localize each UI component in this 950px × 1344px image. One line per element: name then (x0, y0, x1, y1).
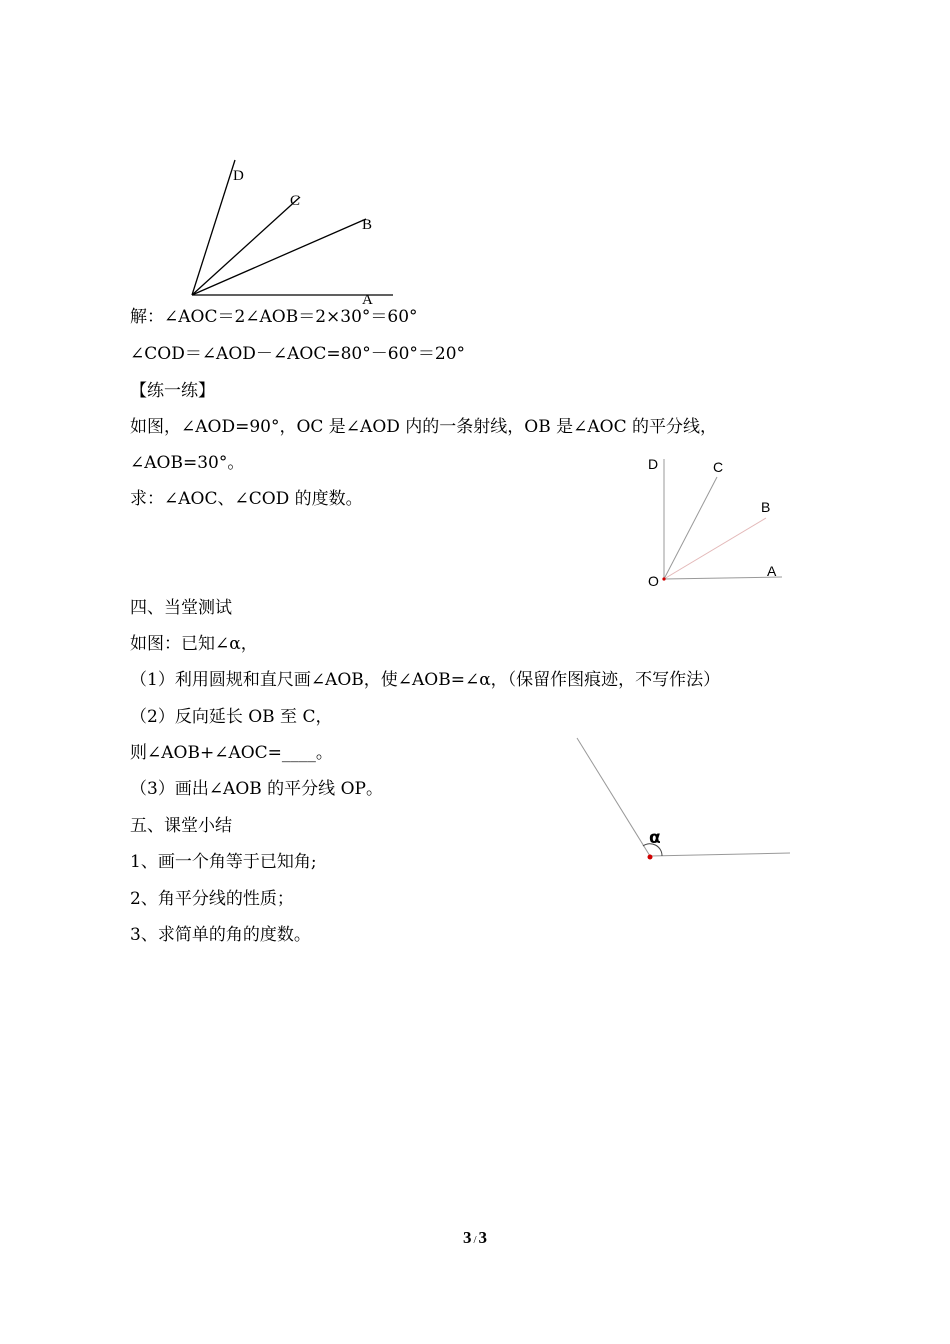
test-question-2: （2）反向延长 OB 至 C， (130, 707, 333, 727)
label-b-2: B (761, 499, 771, 515)
label-c-2: C (713, 459, 724, 475)
summary-item-3: 3、求简单的角的度数。 (130, 925, 311, 945)
label-a-2: A (767, 563, 777, 579)
figure-angle-diagram-2 (648, 456, 782, 589)
figure-angle-alpha (577, 738, 790, 860)
ray-ob (192, 219, 366, 295)
answer-blank[interactable]: ____ (281, 743, 316, 763)
label-o-2: O (648, 573, 659, 589)
summary-heading: 五、课堂小结 (130, 816, 232, 836)
solution-line-1: 解：∠AOC＝2∠AOB＝2×30°＝60° (130, 307, 418, 327)
page-separator: / (473, 1234, 477, 1246)
label-alpha: α (649, 828, 661, 848)
page-current: 3 (462, 1228, 472, 1247)
test-question-2-answer (130, 742, 333, 764)
label-b: B (362, 217, 373, 233)
label-c: C (290, 193, 301, 209)
practice-line-2: ∠AOB=30°。 (130, 453, 245, 473)
answer-prefix: 则∠AOB+∠AOC= (130, 743, 282, 763)
ray-alpha-2 (650, 853, 790, 856)
practice-heading: 【练一练】 (130, 381, 215, 401)
summary-item-1: 1、画一个角等于已知角; (130, 852, 317, 872)
label-d: D (233, 168, 244, 184)
label-d-2: D (648, 456, 659, 472)
vertex-alpha-dot (648, 855, 653, 860)
label-a: A (362, 292, 373, 308)
page-number (0, 1228, 950, 1248)
practice-line-1: 如图，∠AOD=90°，OC 是∠AOD 内的一条射线，OB 是∠AOC 的平分线， (130, 417, 718, 437)
vertex-o-dot (662, 577, 665, 580)
page-total: 3 (478, 1228, 488, 1247)
test-question-3: （3）画出∠AOB 的平分线 OP。 (130, 779, 383, 799)
practice-line-3: 求：∠AOC、∠COD 的度数。 (130, 489, 363, 509)
test-question-1: （1）利用圆规和直尺画∠AOB，使∠AOB=∠α，（保留作图痕迹，不写作法） (130, 670, 721, 690)
ray-oa-2 (664, 577, 782, 579)
summary-item-2: 2、角平分线的性质； (130, 889, 294, 909)
ray-alpha-1 (577, 738, 650, 856)
test-intro: 如图：已知∠α， (130, 634, 258, 654)
answer-suffix: 。 (315, 743, 333, 763)
test-heading: 四、当堂测试 (130, 598, 232, 618)
solution-line-2: ∠COD＝∠AOD－∠AOC=80°－60°＝20° (130, 344, 466, 364)
